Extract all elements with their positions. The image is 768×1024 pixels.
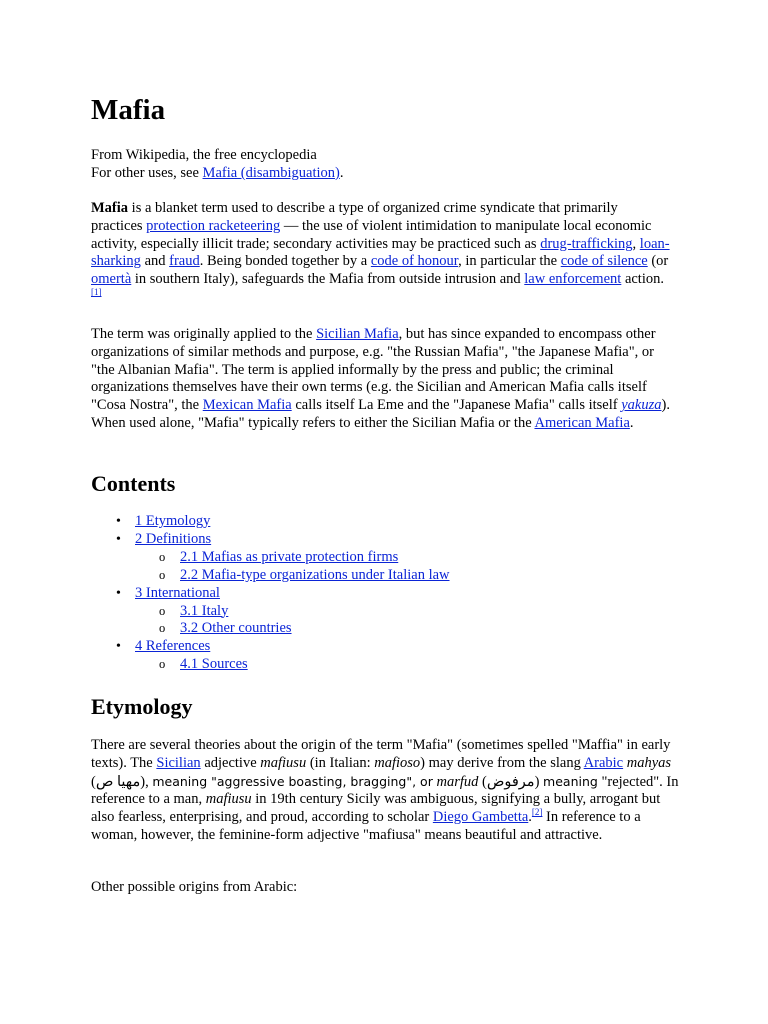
second-paragraph: The term was originally applied to the Sicilian Mafia, but has since expanded to encompass other organizations of similar methods and purpose, e.g. "the Russian Mafia", "the Japanese Mafia", or "the Albanian Mafia". The term is applied informally by the press and public; the criminal organizations themselves have their own terms (e.g. the Sicilian and American Mafia calls itself "Cosa Nostra", the Mexican Mafia calls itself La Eme and the "Japanese Mafia" calls itself yakuza). When used alone, "Mafia" typically refers to either the Sicilian Mafia or the American Mafia. bbox=[91, 326, 670, 431]
sicilian-mafia-link[interactable]: Sicilian Mafia bbox=[316, 326, 399, 342]
toc-link-sources[interactable]: 4.1 Sources bbox=[180, 656, 248, 673]
yakuza-link[interactable]: yakuza bbox=[621, 397, 662, 414]
toc-link-definitions[interactable]: 2 Definitions bbox=[135, 530, 212, 547]
toc-link-references[interactable]: 4 References bbox=[135, 638, 211, 655]
article-header bbox=[91, 146, 343, 182]
arabic-word: مهيا ص bbox=[95, 773, 141, 790]
toc-subitem bbox=[180, 603, 450, 621]
hatnote: For other uses, see Mafia (disambiguation). bbox=[91, 165, 344, 181]
table-of-contents bbox=[91, 513, 450, 674]
toc-link-italian-law[interactable]: 2.2 Mafia-type organizations under Italian law bbox=[180, 566, 450, 583]
toc-item bbox=[135, 513, 450, 531]
toc-link-italy[interactable]: 3.1 Italy bbox=[180, 602, 229, 619]
toc-link-international[interactable]: 3 International bbox=[135, 584, 220, 601]
toc-subitem bbox=[180, 620, 450, 638]
bold-term: Mafia bbox=[91, 200, 129, 216]
law-enforcement-link[interactable]: law enforcement bbox=[524, 271, 622, 288]
etymology-paragraph: There are several theories about the origin of the term "Mafia" (sometimes spelled "Maffia" in early texts). The Sicilian adjective mafiusu (in Italian: mafioso) may derive from the slang Arabic mahyas (مهيا ص), meaning "aggressive boasting, bragging", or marfud (مرفوض) meaning "rejected". In reference to a man, mafiusu in 19th century Sicily was ambiguous, signifying a bully, arrogant but also fearless, enterprising, and proud, according to scholar Diego Gambetta.[2] In reference to a woman, however, the feminine-form adjective "mafiusa" means beautiful and attractive. bbox=[91, 737, 679, 843]
toc-link-other-countries[interactable]: 3.2 Other countries bbox=[180, 620, 292, 637]
code-of-silence-link[interactable]: code of silence bbox=[560, 253, 648, 270]
contents-heading: Contents bbox=[91, 471, 176, 496]
fraud-link[interactable]: fraud bbox=[169, 253, 200, 270]
arabic-word: مرفوض bbox=[486, 773, 535, 790]
toc-item bbox=[135, 585, 450, 639]
toc-link-private-protection[interactable]: 2.1 Mafias as private protection firms bbox=[180, 548, 399, 565]
loan-sharking-link[interactable]: loan-sharking bbox=[91, 235, 670, 270]
reference-1-link[interactable]: [1] bbox=[91, 287, 102, 298]
tagline: From Wikipedia, the free encyclopedia bbox=[91, 147, 317, 163]
toc-subitem bbox=[180, 567, 450, 585]
code-of-honour-link[interactable]: code of honour bbox=[370, 253, 459, 270]
reference-2-link[interactable]: [2] bbox=[531, 807, 543, 818]
toc-link-etymology[interactable]: 1 Etymology bbox=[135, 513, 211, 529]
intro-paragraph: Mafia is a blanket term used to describe a type of organized crime syndicate that primarily practices protection racketeering — the use of violent intimidation to manipulate local economic activity, especially illicit trade; secondary activities may be practiced such as drug-trafficking, loan-sharking and fraud. Being bonded together by a code of honour, in particular the code of silence (or omertà in southern Italy), safeguards the Mafia from outside intrusion and law enforcement action.[1] bbox=[91, 200, 670, 298]
arabic-origins-paragraph: Other possible origins from Arabic: bbox=[91, 879, 298, 895]
toc-subitem bbox=[180, 549, 450, 567]
page-title: Mafia bbox=[91, 94, 166, 126]
disambiguation-link[interactable]: Mafia (disambiguation) bbox=[202, 165, 340, 181]
sicilian-link[interactable]: Sicilian bbox=[156, 754, 201, 771]
drug-trafficking-link[interactable]: drug-trafficking bbox=[540, 235, 633, 252]
diego-gambetta-link[interactable]: Diego Gambetta bbox=[432, 809, 529, 826]
arabic-link[interactable]: Arabic bbox=[583, 754, 624, 771]
toc-subitem bbox=[180, 656, 450, 674]
protection-racketeering-link[interactable]: protection racketeering bbox=[146, 217, 281, 234]
etymology-heading: Etymology bbox=[91, 694, 193, 719]
omerta-link[interactable]: omertà bbox=[91, 271, 132, 288]
american-mafia-link[interactable]: American Mafia bbox=[534, 414, 630, 431]
toc-item bbox=[135, 638, 450, 674]
mexican-mafia-link[interactable]: Mexican Mafia bbox=[202, 397, 292, 414]
toc-item bbox=[135, 531, 450, 585]
